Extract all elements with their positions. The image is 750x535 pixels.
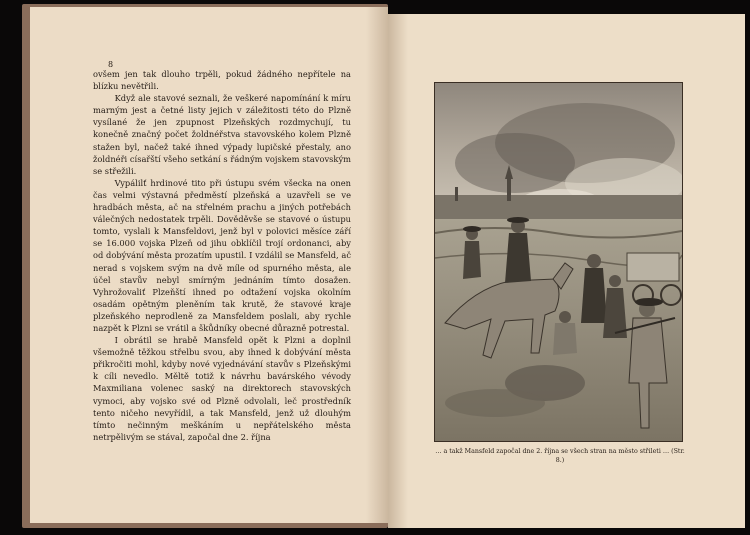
page-number: 8 (108, 60, 114, 69)
paragraph: I obrátil se hrabě Mansfeld opět k Plzni a doplnil všemožně těžkou střelbu svou, aby ihned k dobývání města přikročiti mohl, kdyby nové vyjednávání stavův s Plzeňskými k cíli nevedlo. Měltě totiž k návrhu bavárského vévody Maxmiliana volenec saský na direktorech stavovských vymoci, aby vojsko své od Plzně odvolali, leč prostředník tento ničeho nevyřídil, a tak Mansfeld, jenž už dlouhým tímto nečinným meškáním u nepřátelského města netrpělivým se stával, započal dne 2. října (93, 335, 351, 442)
paragraph: Když ale stavové seznali, že veškeré napomínání k míru marným jest a četné listy jejich v záležitosti této do Plzně vysílané že jen zpupnost Plzeňských rozdmychují, tu konečně značný počet žoldnéřstva stavovského kolem Plzně stažen byl, načež také ihned výpady lupičské přestaly, ano žoldnéři císařští všeho setkání s řádným vojskem stavovským se střežili. (93, 93, 351, 176)
paragraph: ovšem jen tak dlouho trpěli, pokud žádného nepřítele na blízku nevětřili. (93, 69, 351, 92)
illustration-caption: … a takž Mansfeld započal dne 2. října se všech stran na město střileti … (Str. 8.) (435, 448, 685, 464)
paragraph: Vypálilť hrdinové tito při ústupu svém všecka na onen čas velmi výstavná předměstí plzeňská a uzavřeli se ve hradbách města, ač na střelném prachu a jiných potřebách válečných nedostatek trpěli. Dověděvše se stavové o ústupu tomto, vyslali k Mansfeldovi, jenž byl v polovici měsíce září se 16.000 vojska Plzeň od jihu obklíčil trojí ordonanci, aby od dobývání města prozatím upustil. I vzdálil se Mansfeld, ač nerad s vojskem svým na dvě míle od spurného města, ale účel stavův nebyl smírným jednáním tímto dosažen. Vyhrožovaliť Plzeňští ihned po odtažení vojska okolním osadám opětným pleněním tak krutě, že stavové kraje plzeňského neprodleně za Mansfeldem poslali, aby rychle nazpět k Plzni se vrátil a škůdníky obecné důrazně potrestal. (93, 177, 351, 333)
battle-illustration (434, 82, 683, 442)
body-text (93, 68, 351, 443)
